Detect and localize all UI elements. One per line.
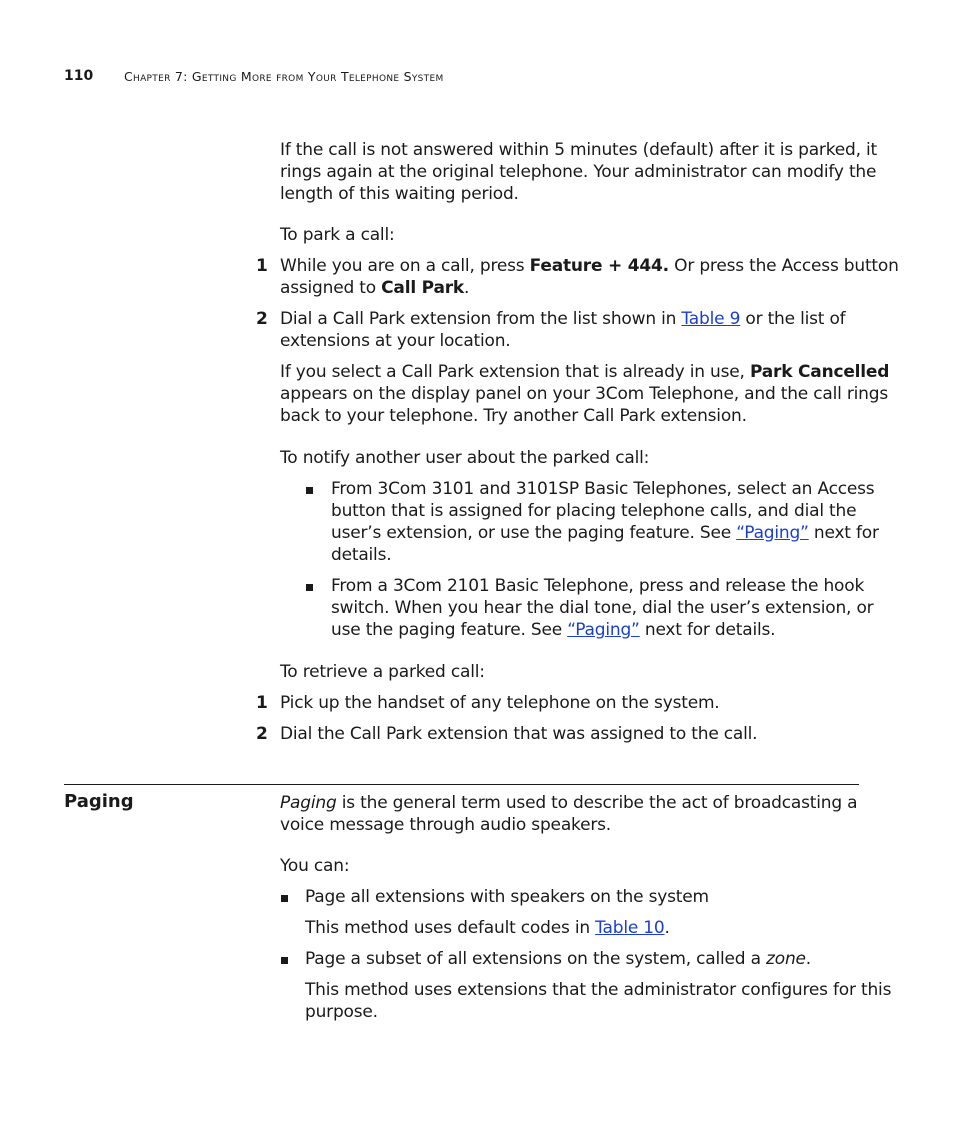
def-line: voice message through audio speakers. bbox=[280, 815, 611, 835]
step-line bbox=[280, 308, 845, 330]
text: assigned to bbox=[280, 278, 382, 298]
to-retrieve-label: To retrieve a parked call: bbox=[280, 662, 485, 682]
table-10-link[interactable]: Table 10 bbox=[595, 918, 665, 938]
step-line: extensions at your location. bbox=[280, 331, 511, 351]
step-line bbox=[280, 277, 899, 299]
you-can-label: You can: bbox=[280, 856, 350, 876]
text: is the general term used to describe the act of broadcasting a bbox=[336, 793, 858, 813]
retrieve-step-1: Pick up the handset of any telephone on the system. bbox=[280, 693, 720, 713]
bullet-line: From 3Com 3101 and 3101SP Basic Telephones, select an Access bbox=[331, 479, 875, 499]
table-9-link[interactable]: Table 9 bbox=[681, 309, 741, 329]
bullet-icon bbox=[281, 957, 288, 964]
paging-definition bbox=[280, 792, 857, 836]
park-step-2 bbox=[280, 308, 845, 352]
note-line bbox=[280, 361, 889, 383]
text: This method uses default codes in bbox=[305, 918, 596, 938]
def-line bbox=[280, 792, 857, 814]
page-number: 110 bbox=[64, 68, 94, 84]
note-line: back to your telephone. Try another Call Park extension. bbox=[280, 406, 747, 426]
bullet-line: From a 3Com 2101 Basic Telephone, press and release the hook bbox=[331, 576, 865, 596]
to-notify-label: To notify another user about the parked call: bbox=[280, 448, 650, 468]
paging-term: Paging bbox=[280, 793, 337, 813]
paging-link[interactable]: “Paging” bbox=[736, 523, 809, 543]
text: use the paging feature. See bbox=[331, 620, 568, 640]
paging-link[interactable]: “Paging” bbox=[567, 620, 640, 640]
note-line: appears on the display panel on your 3Com Telephone, and the call rings bbox=[280, 384, 888, 404]
step-number: 1 bbox=[256, 256, 268, 276]
bullet-icon bbox=[281, 895, 288, 902]
paging-bullet-1-note bbox=[305, 917, 670, 939]
notify-bullet-2 bbox=[331, 575, 873, 641]
step-number: 1 bbox=[256, 693, 268, 713]
text: Or press the Access button bbox=[668, 256, 899, 276]
to-park-label: To park a call: bbox=[280, 225, 395, 245]
park-intro-line: rings again at the original telephone. Your administrator can modify the bbox=[280, 162, 877, 182]
text: Page a subset of all extensions on the system, called a bbox=[305, 949, 767, 969]
zone-term: zone bbox=[766, 949, 806, 969]
park-step-1 bbox=[280, 255, 899, 299]
text: user’s extension, or use the paging feature. See bbox=[331, 523, 737, 543]
section-divider bbox=[64, 784, 859, 785]
park-intro-line: length of this waiting period. bbox=[280, 184, 519, 204]
retrieve-step-2: Dial the Call Park extension that was assigned to the call. bbox=[280, 724, 758, 744]
chapter-title: Chapter 7: Getting More from Your Telephone System bbox=[124, 69, 444, 84]
text: or the list of bbox=[740, 309, 846, 329]
notify-bullet-1 bbox=[331, 478, 879, 566]
park-intro bbox=[280, 139, 877, 205]
feature-code: Feature + 444. bbox=[529, 256, 669, 276]
bullet-line: switch. When you hear the dial tone, dial the user’s extension, or bbox=[331, 598, 874, 618]
call-park-term: Call Park bbox=[381, 278, 465, 298]
paging-bullet-2-note bbox=[305, 979, 891, 1023]
park-cancelled-note bbox=[280, 361, 889, 427]
text: next for details. bbox=[639, 620, 776, 640]
bullet-line bbox=[331, 522, 879, 544]
note-line: purpose. bbox=[305, 1002, 378, 1022]
bullet-line bbox=[331, 619, 873, 641]
step-number: 2 bbox=[256, 724, 268, 744]
text: . bbox=[464, 278, 470, 298]
park-cancelled-term: Park Cancelled bbox=[749, 362, 890, 382]
text: next for bbox=[808, 523, 879, 543]
paging-bullet-1: Page all extensions with speakers on the system bbox=[305, 887, 709, 907]
bullet-icon bbox=[306, 584, 313, 591]
text: . bbox=[805, 949, 811, 969]
bullet-icon bbox=[306, 487, 313, 494]
step-line bbox=[280, 255, 899, 277]
bullet-line: button that is assigned for placing telephone calls, and dial the bbox=[331, 501, 857, 521]
text: . bbox=[664, 918, 670, 938]
note-line: This method uses extensions that the administrator configures for this bbox=[305, 980, 892, 1000]
text: While you are on a call, press bbox=[280, 256, 530, 276]
step-number: 2 bbox=[256, 309, 268, 329]
park-intro-line: If the call is not answered within 5 minutes (default) after it is parked, it bbox=[280, 140, 877, 160]
bullet-line: details. bbox=[331, 545, 392, 565]
text: Dial a Call Park extension from the list shown in bbox=[280, 309, 682, 329]
section-heading-paging: Paging bbox=[64, 791, 134, 812]
paging-bullet-2 bbox=[305, 948, 811, 970]
text: If you select a Call Park extension that is already in use, bbox=[280, 362, 750, 382]
